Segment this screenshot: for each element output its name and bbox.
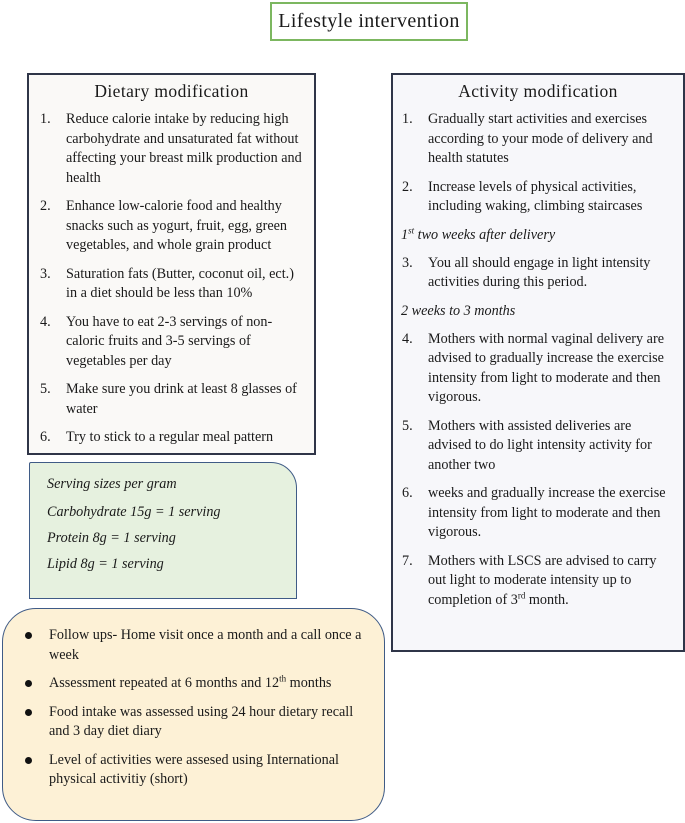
- item-text: Follow ups- Home visit once a month and a call once a week: [49, 627, 362, 663]
- activity-list-two-weeks-to-three-months: [401, 330, 675, 611]
- list-item: [23, 626, 374, 665]
- bullet-icon: [23, 626, 49, 665]
- item-text: Assessment repeated at 6 months and 12th months: [49, 673, 332, 691]
- item-text: Saturation fats (Butter, coconut oil, ect.) in a diet should be less than 10%: [66, 265, 294, 301]
- item-number: 3.: [402, 254, 413, 271]
- item-number: 1.: [402, 111, 413, 127]
- item-number: 1.: [40, 111, 51, 127]
- dietary-modification-box: [27, 73, 316, 455]
- title-box: [270, 2, 468, 41]
- serving-sizes-box: [29, 462, 297, 599]
- list-item: [401, 330, 675, 408]
- item-number: 5.: [402, 417, 413, 434]
- item-number: 2.: [402, 178, 413, 195]
- subheading-first-two-weeks: 1st two weeks after delivery: [401, 224, 556, 243]
- serving-title: Serving sizes per gram: [47, 476, 177, 492]
- list-item: [39, 265, 304, 304]
- item-number: 6.: [40, 429, 51, 445]
- serving-lipid: Lipid 8g = 1 serving: [47, 556, 164, 572]
- diagram-title: Lifestyle intervention: [278, 10, 460, 32]
- followup-box: [2, 608, 385, 821]
- bullet-icon: [23, 674, 49, 694]
- list-item: [39, 110, 304, 188]
- item-number: 4.: [40, 313, 51, 330]
- item-number: 6.: [402, 485, 413, 501]
- item-number: 2.: [40, 198, 51, 214]
- list-item: [401, 552, 675, 611]
- item-text: weeks and gradually increase the exercise intensity from light to moderate and then vigorous.: [428, 485, 666, 540]
- item-number: 7.: [402, 552, 413, 569]
- followup-list: [23, 626, 374, 790]
- dietary-list: [39, 110, 304, 448]
- list-item: [23, 674, 374, 694]
- item-number: 4.: [402, 330, 413, 347]
- item-text: You all should engage in light intensity activities during this period.: [428, 254, 651, 290]
- item-text: Mothers with assisted deliveries are advised to do light intensity activity for another two: [428, 417, 652, 473]
- item-number: 5.: [40, 381, 51, 397]
- item-text: Increase levels of physical activities, including waking, climbing staircases: [428, 178, 643, 214]
- activity-list-general: [401, 110, 675, 217]
- item-text: You have to eat 2-3 servings of non-caloric fruits and 3-5 servings of vegetables per day: [66, 313, 273, 369]
- item-text: Mothers with normal vaginal delivery are advised to gradually increase the exercise intensity from light to moderate and then vigorous.: [428, 330, 664, 405]
- item-text: Reduce calorie intake by reducing high carbohydrate and unsaturated fat without affecting your breast milk production and health: [66, 111, 302, 186]
- item-text: Level of activities were assesed using International physical activitiy (short): [49, 751, 339, 787]
- item-text: Food intake was assessed using 24 hour dietary recall and 3 day diet diary: [49, 703, 354, 739]
- list-item: [39, 197, 304, 256]
- dietary-heading: Dietary modification: [94, 81, 249, 101]
- list-item: [23, 751, 374, 790]
- list-item: [39, 313, 304, 372]
- item-text: Mothers with LSCS are advised to carry out light to moderate intensity up to completion of 3rd month.: [428, 552, 657, 608]
- activity-list-first-two-weeks: [401, 254, 675, 293]
- list-item: [401, 417, 675, 476]
- list-item: [39, 428, 304, 448]
- bullet-icon: [23, 751, 49, 790]
- item-number: 3.: [40, 265, 51, 282]
- list-item: [401, 178, 675, 217]
- serving-protein: Protein 8g = 1 serving: [47, 530, 176, 546]
- list-item: [401, 110, 675, 169]
- item-text: Make sure you drink at least 8 glasses of water: [66, 381, 297, 417]
- item-text: Gradually start activities and exercises according to your mode of delivery and health statutes: [428, 111, 653, 166]
- list-item: [23, 703, 374, 742]
- bullet-icon: [23, 703, 49, 742]
- item-text: Enhance low-calorie food and healthy snacks such as yogurt, fruit, egg, green vegetables, and whole grain product: [66, 198, 288, 253]
- activity-modification-box: [391, 73, 685, 652]
- list-item: [39, 380, 304, 419]
- item-text: Try to stick to a regular meal pattern: [66, 429, 274, 445]
- serving-carbohydrate: Carbohydrate 15g = 1 serving: [47, 504, 221, 520]
- list-item: [401, 254, 675, 293]
- activity-heading: Activity modification: [458, 81, 618, 101]
- list-item: [401, 484, 675, 543]
- subheading-two-weeks-to-three-months: 2 weeks to 3 months: [401, 302, 516, 319]
